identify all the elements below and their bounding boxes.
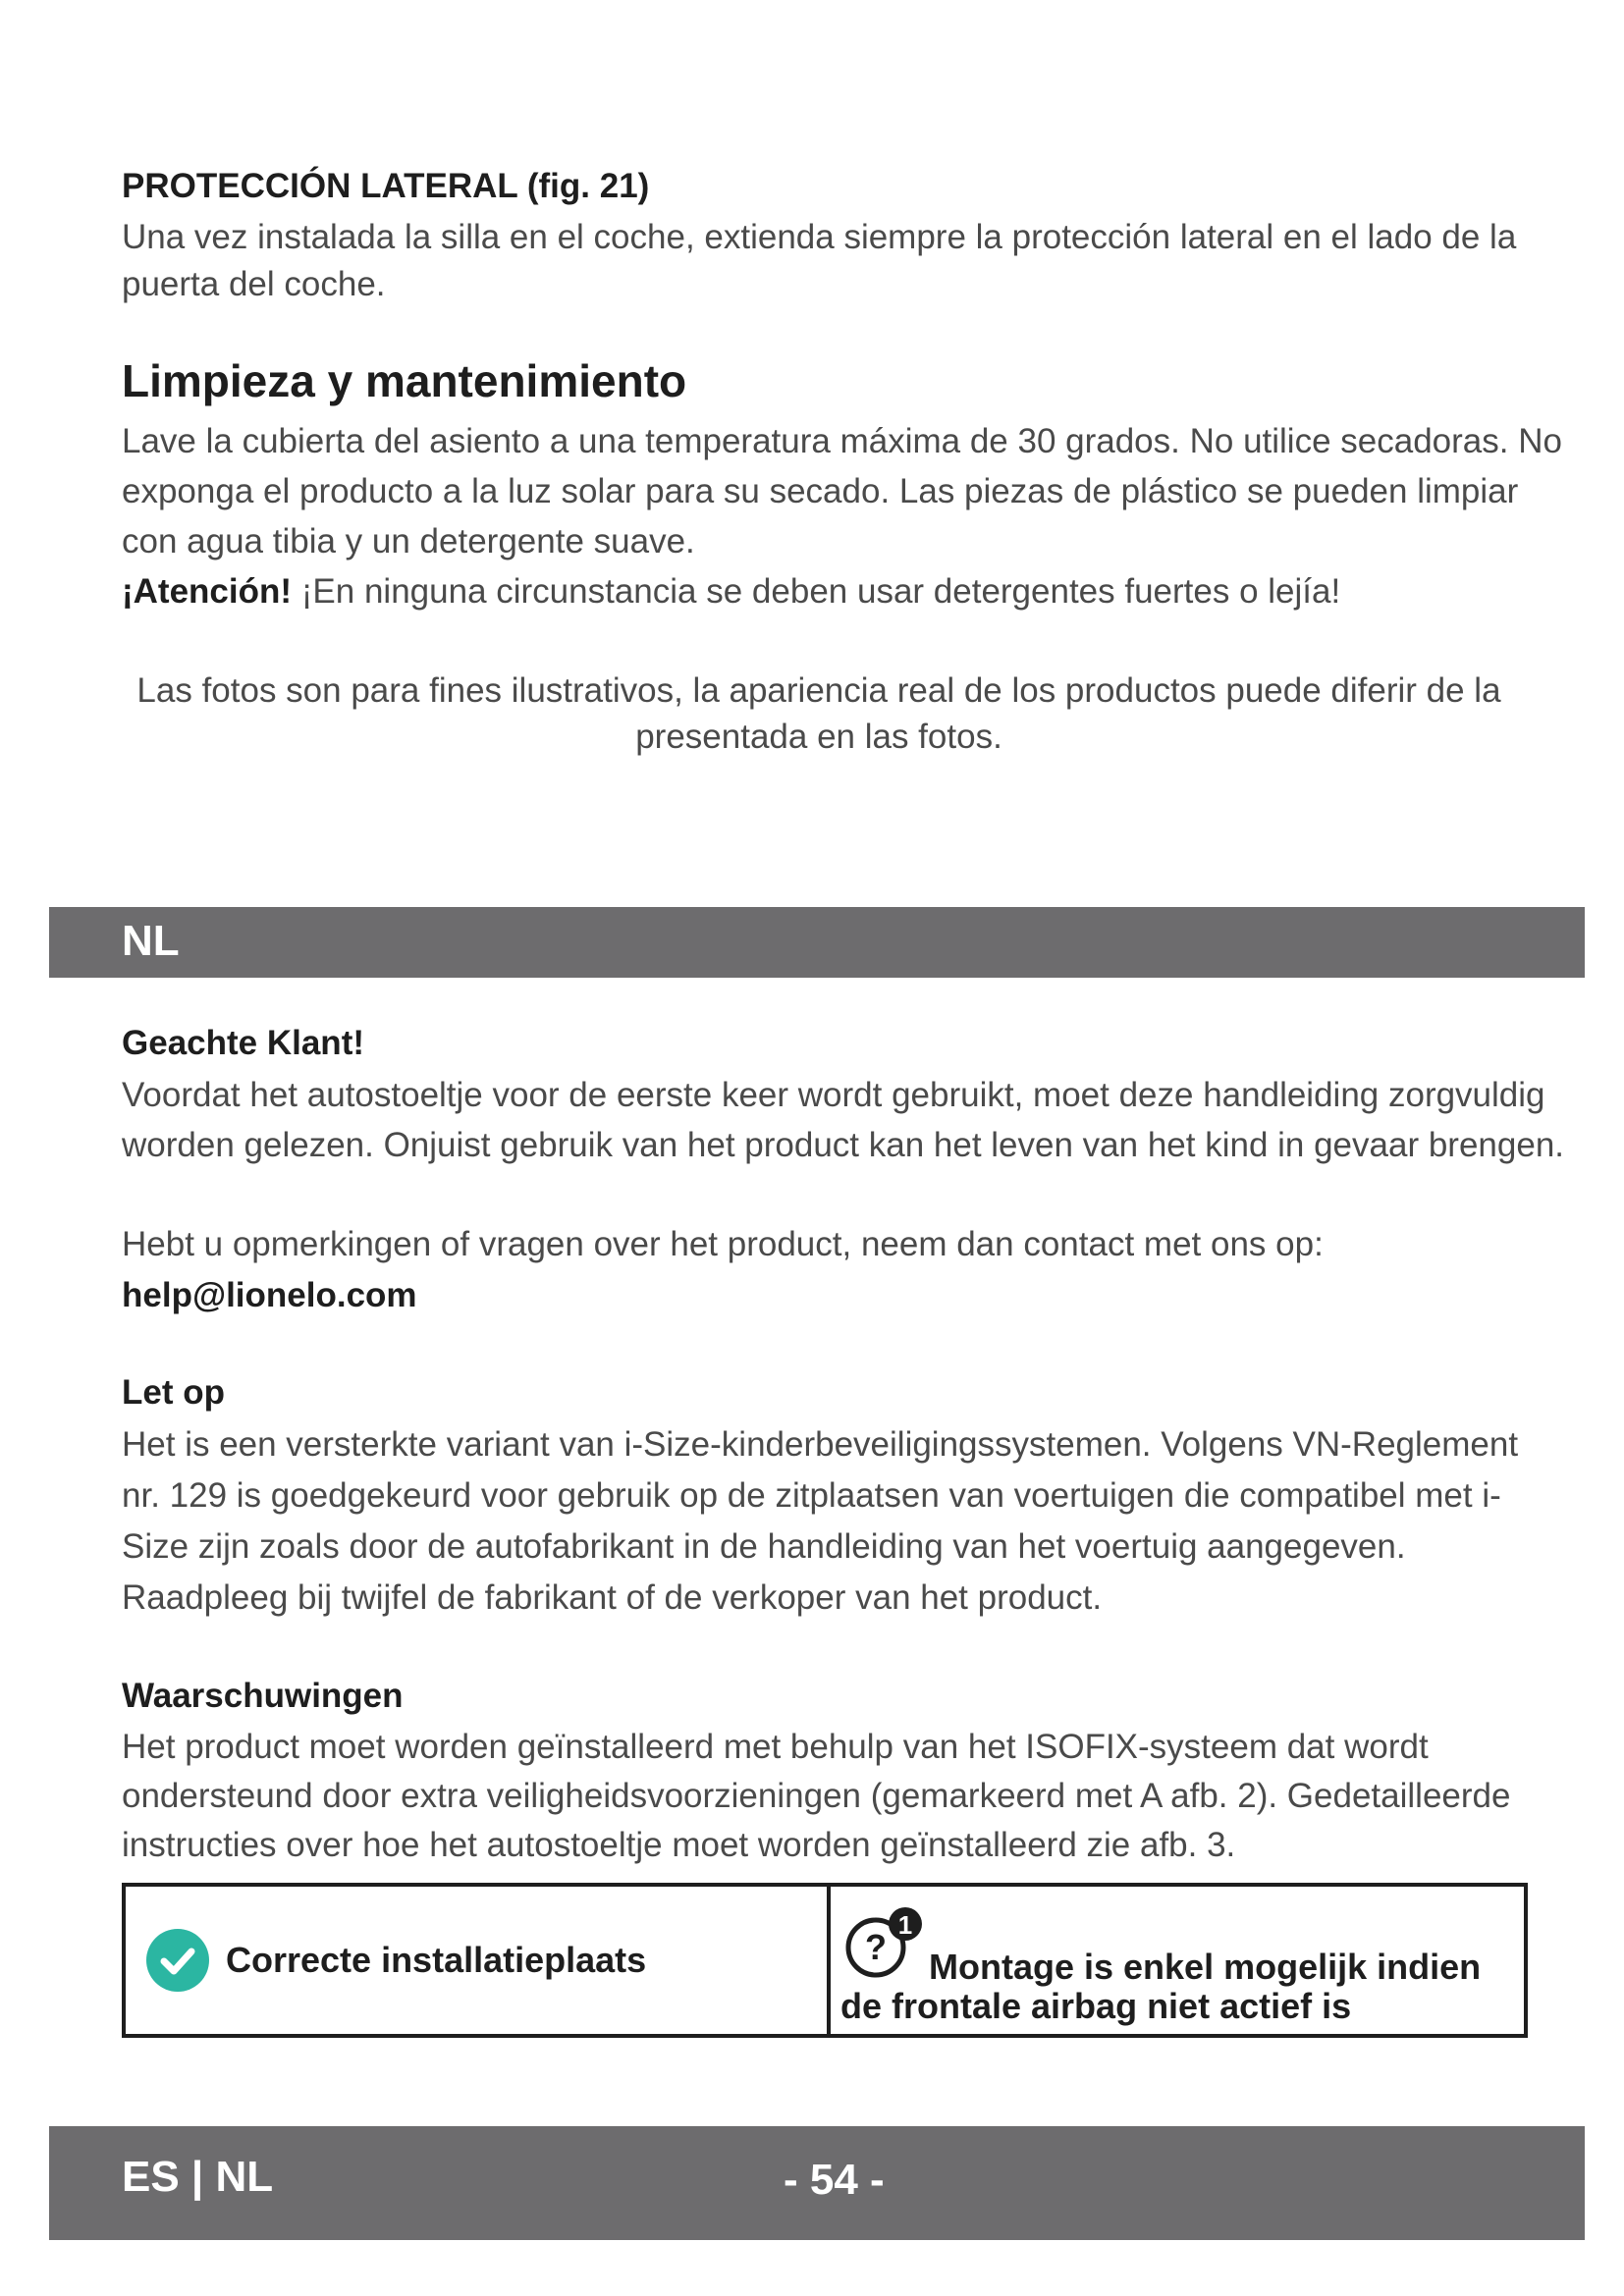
installation-table <box>122 1883 1528 2038</box>
attention-paragraph <box>122 566 1565 616</box>
page-number: - 54 - <box>784 2156 885 2204</box>
contact-email[interactable]: help@lionelo.com <box>122 1276 417 1314</box>
attention-text: ¡En ninguna circunstancia se deben usar detergentes fuertes o lejía! <box>292 572 1341 611</box>
side-protection-heading: PROTECCIÓN LATERAL (fig. 21) <box>122 167 650 205</box>
cleaning-heading: Limpieza y mantenimiento <box>122 355 687 406</box>
badge-number: 1 <box>897 1910 913 1940</box>
greeting-text: Voordat het autostoeltje voor de eerste keer wordt gebruikt, moet deze handleiding zorgvuldig worden gelezen. Onjuist gebruik van het product kan het leven van het kind in gevaar brengen. <box>122 1076 1565 1164</box>
correct-position-label: Correcte installatieplaats <box>226 1940 647 1980</box>
airbag-cell <box>829 1885 1526 2036</box>
warnings-heading: Waarschuwingen <box>122 1677 404 1715</box>
airbag-label: Montage is enkel mogelijk indien de frontale airbag niet actief is <box>840 1947 1482 2026</box>
check-icon <box>145 1928 210 1993</box>
airbag-warning-icon <box>840 1904 931 1983</box>
side-protection-text: Una vez instalada la silla en el coche, extienda siempre la protección lateral en el lado de la puerta del coche. <box>122 218 1517 303</box>
section-bar-nl <box>49 907 1585 978</box>
cleaning-text: Lave la cubierta del asiento a una temperatura máxima de 30 grados. No utilice secadoras. No exponga el producto a la luz solar para su secado. Las piezas de plástico se pueden limpiar con agua tibia y un detergente suave. <box>122 422 1562 561</box>
footer-languages: ES | NL <box>122 2153 274 2201</box>
photo-note: Las fotos son para fines ilustrativos, la apariencia real de los productos puede diferir de la presentada en las fotos. <box>136 671 1501 756</box>
contact-text: Hebt u opmerkingen of vragen over het product, neem dan contact met ons op: <box>122 1225 1324 1263</box>
correct-position-cell <box>124 1885 829 2036</box>
warnings-text: Het product moet worden geïnstalleerd met behulp van het ISOFIX-systeem dat wordt ondersteund door extra veiligheidsvoorzieningen (gemarkeerd met A afb. 2). Gedetailleerde instructies over hoe het autostoeltje moet worden geïnstalleerd zie afb. 3. <box>122 1728 1511 1864</box>
badge-question: ? <box>865 1927 887 1967</box>
greeting-heading: Geachte Klant! <box>122 1024 364 1062</box>
attention-text-nl: Het is een versterkte variant van i-Size-kinderbeveiligingssystemen. Volgens VN-Reglement nr. 129 is goedgekeurd voor gebruik op de zitplaatsen van voertuigen die compatibel met i-Size zijn zoals door de autofabrikant in de handleiding van het voertuig aangegeven. Raadpleeg bij twijfel de fabrikant of de verkoper van het product. <box>122 1425 1519 1617</box>
attention-label: ¡Atención! <box>122 572 293 611</box>
attention-heading: Let op <box>122 1373 225 1412</box>
section-bar-label: NL <box>122 917 180 965</box>
footer-bar <box>49 2126 1585 2240</box>
